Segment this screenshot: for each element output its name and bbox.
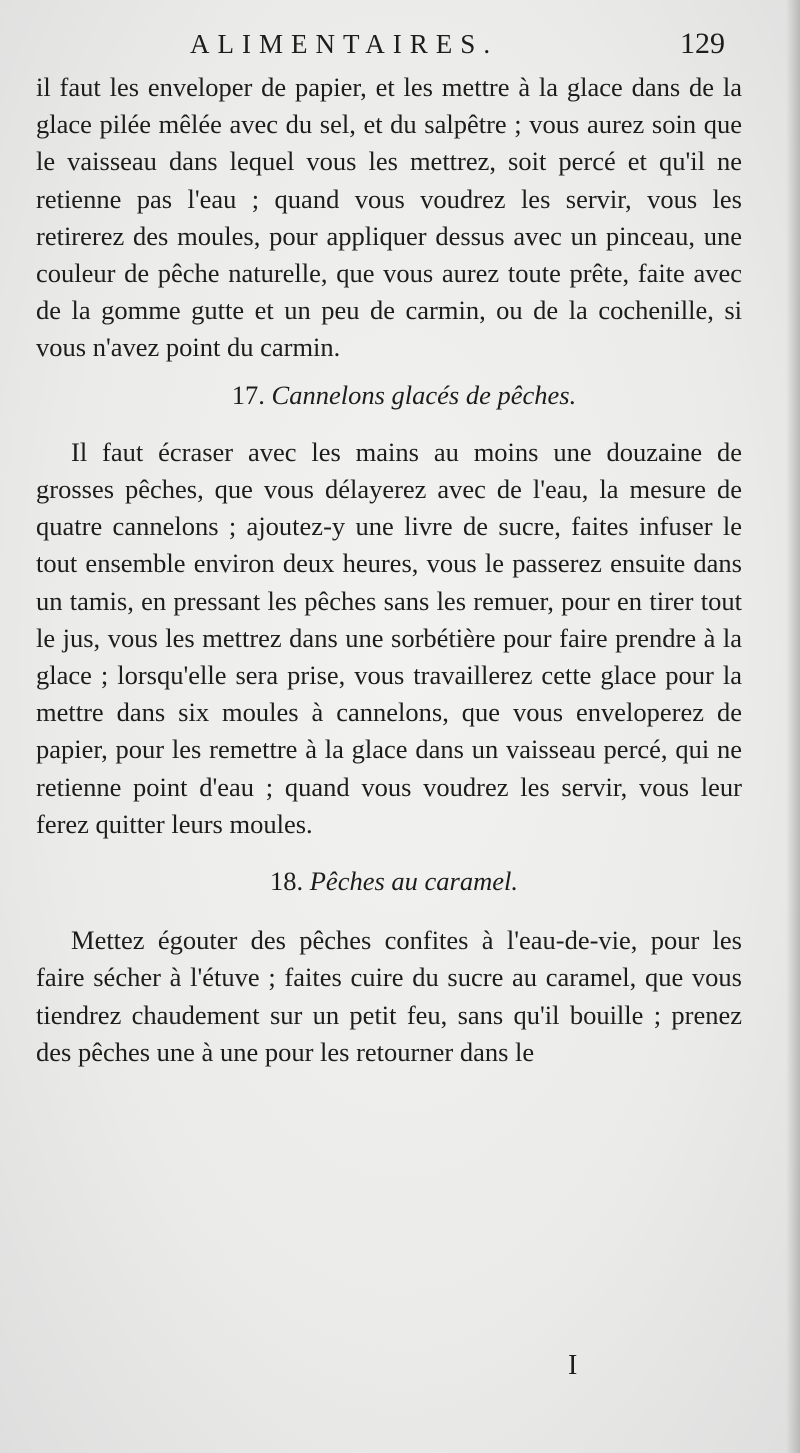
recipe-paragraph-18: Mettez égouter des pêches confites à l'eau-de-vie, pour les faire sécher à l'étuve ; faites cuire du sucre au caramel, que vous tiendrez chaudement sur un petit feu, sans qu'il bouille ; prenez des pêches une à une pour les retourner dans le <box>36 925 742 1067</box>
page-edge-shadow <box>786 0 800 1453</box>
running-head <box>0 24 800 64</box>
text-block <box>36 69 742 1071</box>
recipe-heading-17 <box>36 377 742 414</box>
recipe-number: 17. <box>231 379 265 410</box>
paragraph-continuation: il faut les enveloper de papier, et les mettre à la glace dans de la glace pilée mêlée avec du sel, et du salpêtre ; vous aurez soin que le vaisseau dans lequel vous les mettrez, soit percé et qu'il ne retienne pas l'eau ; quand vous voudrez les servir, vous les retirerez des moules, pour appliquer dessus avec un pinceau, une couleur de pêche naturelle, que vous aurez toute prête, faite avec de la gomme gutte et un peu de carmin, ou de la cochenille, si vous n'avez point du carmin. <box>36 72 742 363</box>
recipe-paragraph-17: Il faut écraser avec les mains au moins une douzaine de grosses pêches, que vous délayerez avec de l'eau, la mesure de quatre cannelons ; ajoutez-y une livre de sucre, faites infuser le tout ensemble environ deux heures, vous le passerez ensuite dans un tamis, en pressant les pêches sans les remuer, pour en tirer tout le jus, vous les mettrez dans une sorbétière pour faire prendre à la glace ; lorsqu'elle sera prise, vous travaillerez cette glace pour la mettre dans six moules à cannelons, que vous enveloperez de papier, pour les remettre à la glace dans un vaisseau percé, qui ne retienne point d'eau ; quand vous voudrez les servir, vous leur ferez quitter leurs moules. <box>36 436 742 839</box>
recipe-title: Cannelons glacés de pêches. <box>271 379 577 410</box>
recipe-title: Pêches au caramel. <box>309 866 518 897</box>
page-number: 129 <box>680 27 725 60</box>
signature-mark: I <box>568 1350 578 1381</box>
recipe-heading-18 <box>36 863 742 900</box>
recipe-number: 18. <box>270 866 304 897</box>
running-title: ALIMENTAIRES. <box>190 29 499 59</box>
